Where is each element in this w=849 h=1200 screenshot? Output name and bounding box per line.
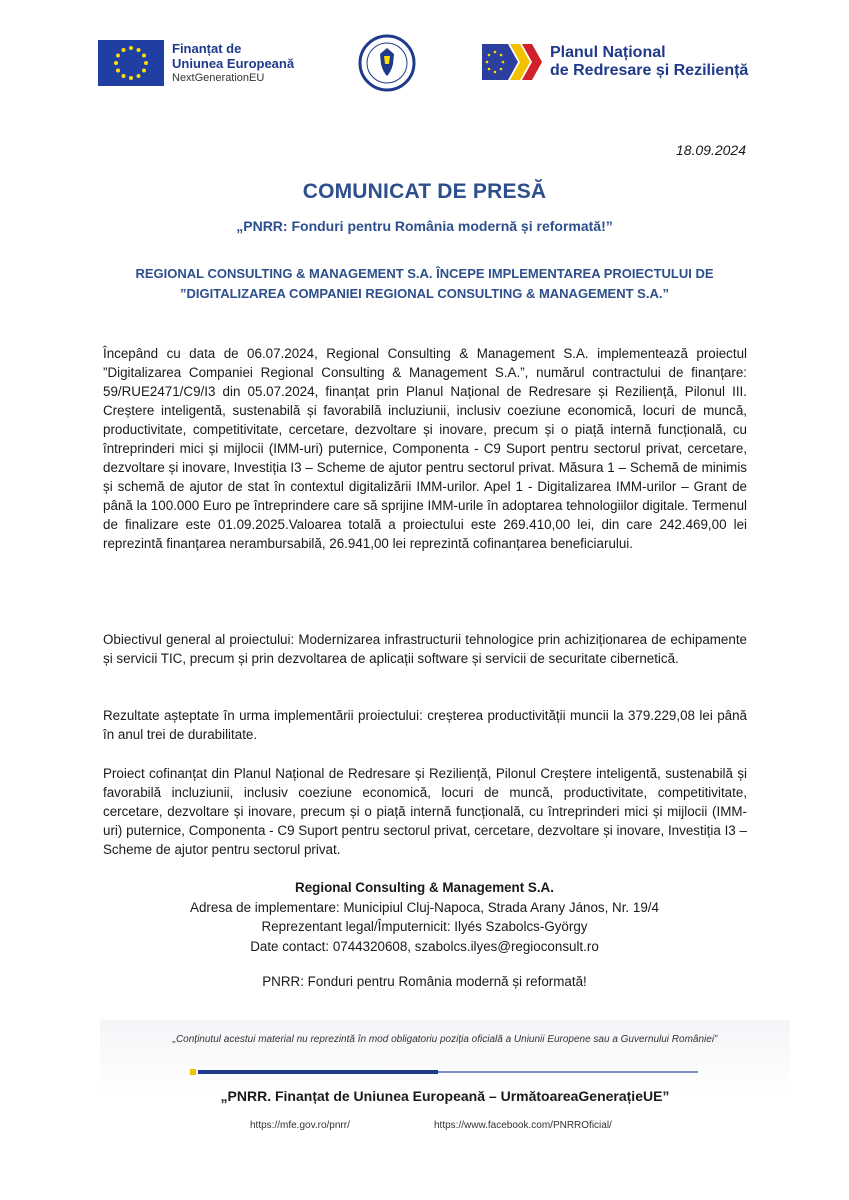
eu-flag-icon — [98, 40, 164, 86]
footer-slogan: „PNRR. Finanțat de Uniunea Europeană – UrmătoareaGenerațieUE” — [220, 1088, 670, 1104]
footer — [100, 1020, 790, 1140]
paragraph-results: Rezultate așteptate în urma implementării proiectului: creșterea productivității muncii la 379.229,08 lei până în anul trei de durabilitate. — [103, 708, 747, 742]
page-title: COMUNICAT DE PRESĂ — [302, 180, 547, 203]
paragraph-objective: Obiectivul general al proiectului: Modernizarea infrastructurii tehnologice prin achiziționarea de echipamente și servicii TIC, precum și prin dezvoltarea de aplicații software și servicii de securitate cibernetică. — [103, 632, 747, 666]
eu-line-2: Uniunea Europeană — [172, 55, 295, 71]
eu-funding-text — [172, 41, 294, 86]
pnrr-line-1: Planul Național — [550, 44, 666, 61]
headline-line-2: ”DIGITALIZAREA COMPANIEI REGIONAL CONSULTING & MANAGEMENT S.A.” — [180, 286, 669, 301]
legal-representative: Reprezentant legal/Împuternicit: Ilyés Szabolcs-György — [261, 919, 588, 934]
paragraph-project-details: Începând cu data de 06.07.2024, Regional Consulting & Management S.A. implementează proiectul ”Digitalizarea Companiei Regional Consulting & Management S.A.”, numărul contractului de finanțare: 59/RUE2471/C9/I3 din 05.07.2024, finanțat prin Planul Național de Redresare și Reziliență, Pilonul III. Creștere inteligentă, sustenabilă și favorabilă incluziunii, inclusiv coeziune economică, locuri de muncă, productivitate, competitivitate, cercetare, dezvoltare și inovare, precum și o piață internă funcțională, cu întreprinderi mici și mijlocii (IMM-uri) puternice, Componenta - C9 Suport pentru sectorul privat, cercetare, dezvoltare și inovare, Investiția I3 – Scheme de ajutor pentru sectorul privat. Măsura 1 – Schemă de minimis și schemă de ajutor de stat în contextul digitalizării IMM-urilor. Apel 1 - Digitalizarea IMM-urilor – Grant de până la 100.000 Euro pe întreprindere care să sprijine IMM-urile în adoptarea tehnologiilor digitale. Termenul de finalizare este 01.09.2025.Valoarea totală a proiectului este 269.410,00 lei, din care 242.469,00 lei reprezintă finanțarea nerambursabilă, 26.941,00 lei reprezintă cofinanțarea beneficiarului. — [103, 346, 747, 551]
pnrr-line-2: de Redresare și Reziliență — [550, 62, 749, 79]
link-facebook[interactable]: https://www.facebook.com/PNRROficial/ — [434, 1120, 612, 1131]
pnrr-logo-text — [550, 44, 748, 80]
pnrr-logo-icon — [482, 42, 542, 82]
headline — [60, 264, 789, 304]
closing-slogan: PNRR: Fonduri pentru România modernă și reformată! — [262, 974, 587, 989]
implementation-address: Adresa de implementare: Municipiul Cluj-Napoca, Strada Arany János, Nr. 19/4 — [190, 899, 659, 915]
eu-funding-logo — [98, 40, 294, 86]
divider-dark-segment — [198, 1070, 438, 1074]
government-seal-icon — [358, 34, 416, 92]
header-logos — [0, 32, 849, 94]
divider-dot — [190, 1069, 196, 1075]
divider-light-segment — [438, 1071, 698, 1073]
footer-disclaimer: „Conținutul acestui material nu reprezintă în mod obligatoriu poziția oficială a Uniunii Europene sau a Guvernului României” — [172, 1034, 718, 1045]
eu-line-1: Finanțat de — [172, 40, 242, 56]
eu-line-3: NextGenerationEU — [172, 71, 265, 84]
contact-block — [0, 878, 849, 956]
contact-details: Date contact: 0744320608, szabolcs.ilyes@regioconsult.ro — [250, 938, 599, 954]
headline-line-1: REGIONAL CONSULTING & MANAGEMENT S.A. ÎNCEPE IMPLEMENTAREA PROIECTULUI DE — [135, 266, 714, 281]
pnrr-logo — [482, 42, 748, 82]
link-mfe[interactable]: https://mfe.gov.ro/pnrr/ — [250, 1120, 350, 1131]
document-date: 18.09.2024 — [675, 142, 746, 158]
footer-divider — [198, 1070, 698, 1074]
company-name: Regional Consulting & Management S.A. — [295, 880, 554, 895]
paragraph-cofinancing: Proiect cofinanțat din Planul Național de Redresare și Reziliență, Pilonul Creștere inteligentă, sustenabilă și favorabilă incluziunii, inclusiv coeziune economică, locuri de muncă, productivitate, competitivitate, cercetare, dezvoltare și inovare, precum și o piață internă funcțională, cu întreprinderi mici și mijlocii (IMM-uri) puternice, Componenta - C9 Suport pentru sectorul privat, cercetare, dezvoltare și inovare, Investiția I3 – Scheme de ajutor pentru sectorul privat. — [103, 766, 747, 857]
page-subtitle: „PNRR: Fonduri pentru România modernă și reformată!” — [236, 218, 613, 234]
